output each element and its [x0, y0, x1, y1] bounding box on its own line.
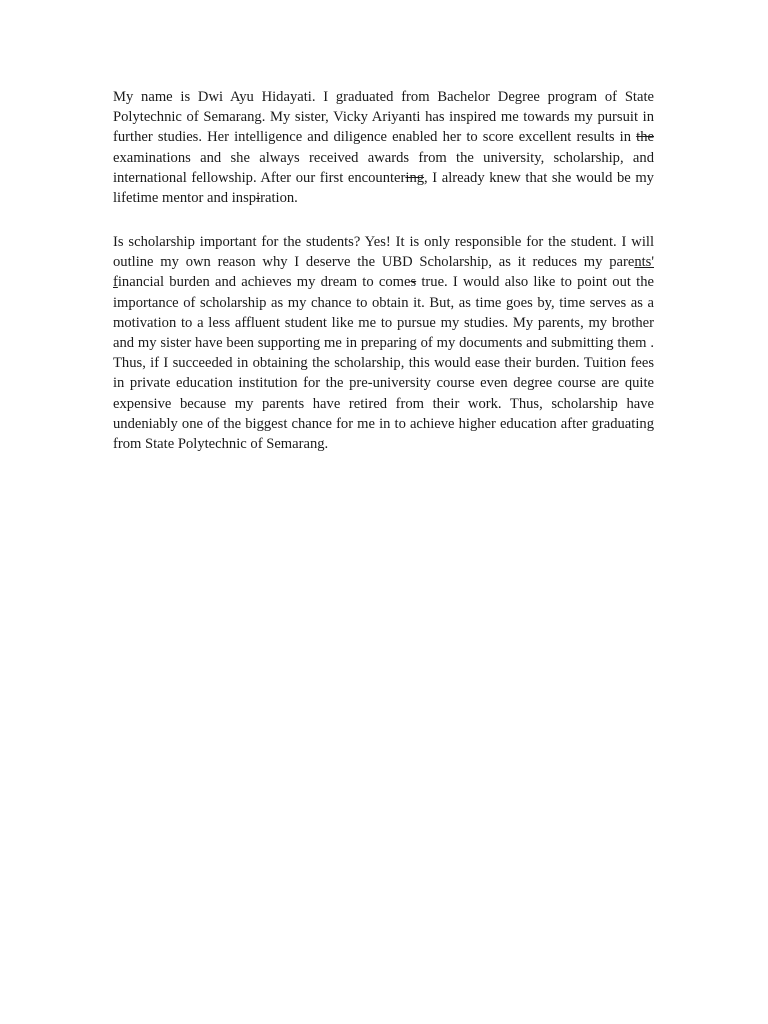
paragraph-2-segment-3: true. I would also like to point out the importance of scholarship as my chance to obtain it. But, as time goes by, time serves as a motivation to a less affluent student like me to pursue my studies. My parents, my brother and my sister have been supporting me in preparing of my documents and submitting them . Thus, if I succeeded in obtaining the scholarship, this would ease their burden. Tuition fees in private education institution for the pre-university course even degree course are quite expensive because my parents have retired from their work. Thus, scholarship have undeniably one of the biggest chance for me in to achieve higher education after graduating from State Polytechnic of Semarang.	[113, 274, 654, 453]
deleted-letter-i: i	[256, 190, 261, 207]
paragraph-2-text	[113, 232, 654, 454]
underlined-parents-apostrophe: nts' f	[113, 254, 654, 291]
deleted-letter-s: s	[410, 274, 417, 291]
paragraph-1-segment-4: ration.	[260, 190, 298, 207]
paragraph-1-segment-1: My name is Dwi Ayu Hidayati. I graduated from Bachelor Degree program of State Polytechnic of Semarang. My sister, Vicky Ariyanti has inspired me towards my pursuit in further studies. Her intelligence and diligence enabled her to score excellent results in	[113, 89, 654, 146]
paragraph-1	[113, 87, 654, 208]
paragraph-2-segment-2: inancial burden and achieves my dream to come	[117, 274, 411, 291]
deleted-word-the: the	[636, 129, 654, 146]
paragraph-1-segment-2: examinations and she always received awards from the university, scholarship, and international fellowship. After our first encounter	[113, 149, 654, 186]
paragraph-1-segment-3: , I already knew that she would be my lifetime mentor and insp	[113, 169, 654, 207]
paragraph-2-segment-1: Is scholarship important for the students? Yes! It is only responsible for the student. I will outline my own reason why I deserve the UBD Scholarship, as it reduces my pare	[113, 234, 654, 271]
paragraph-2	[113, 232, 654, 454]
paragraph-1-text	[113, 87, 654, 208]
deleted-suffix-ing: ing	[405, 169, 425, 186]
